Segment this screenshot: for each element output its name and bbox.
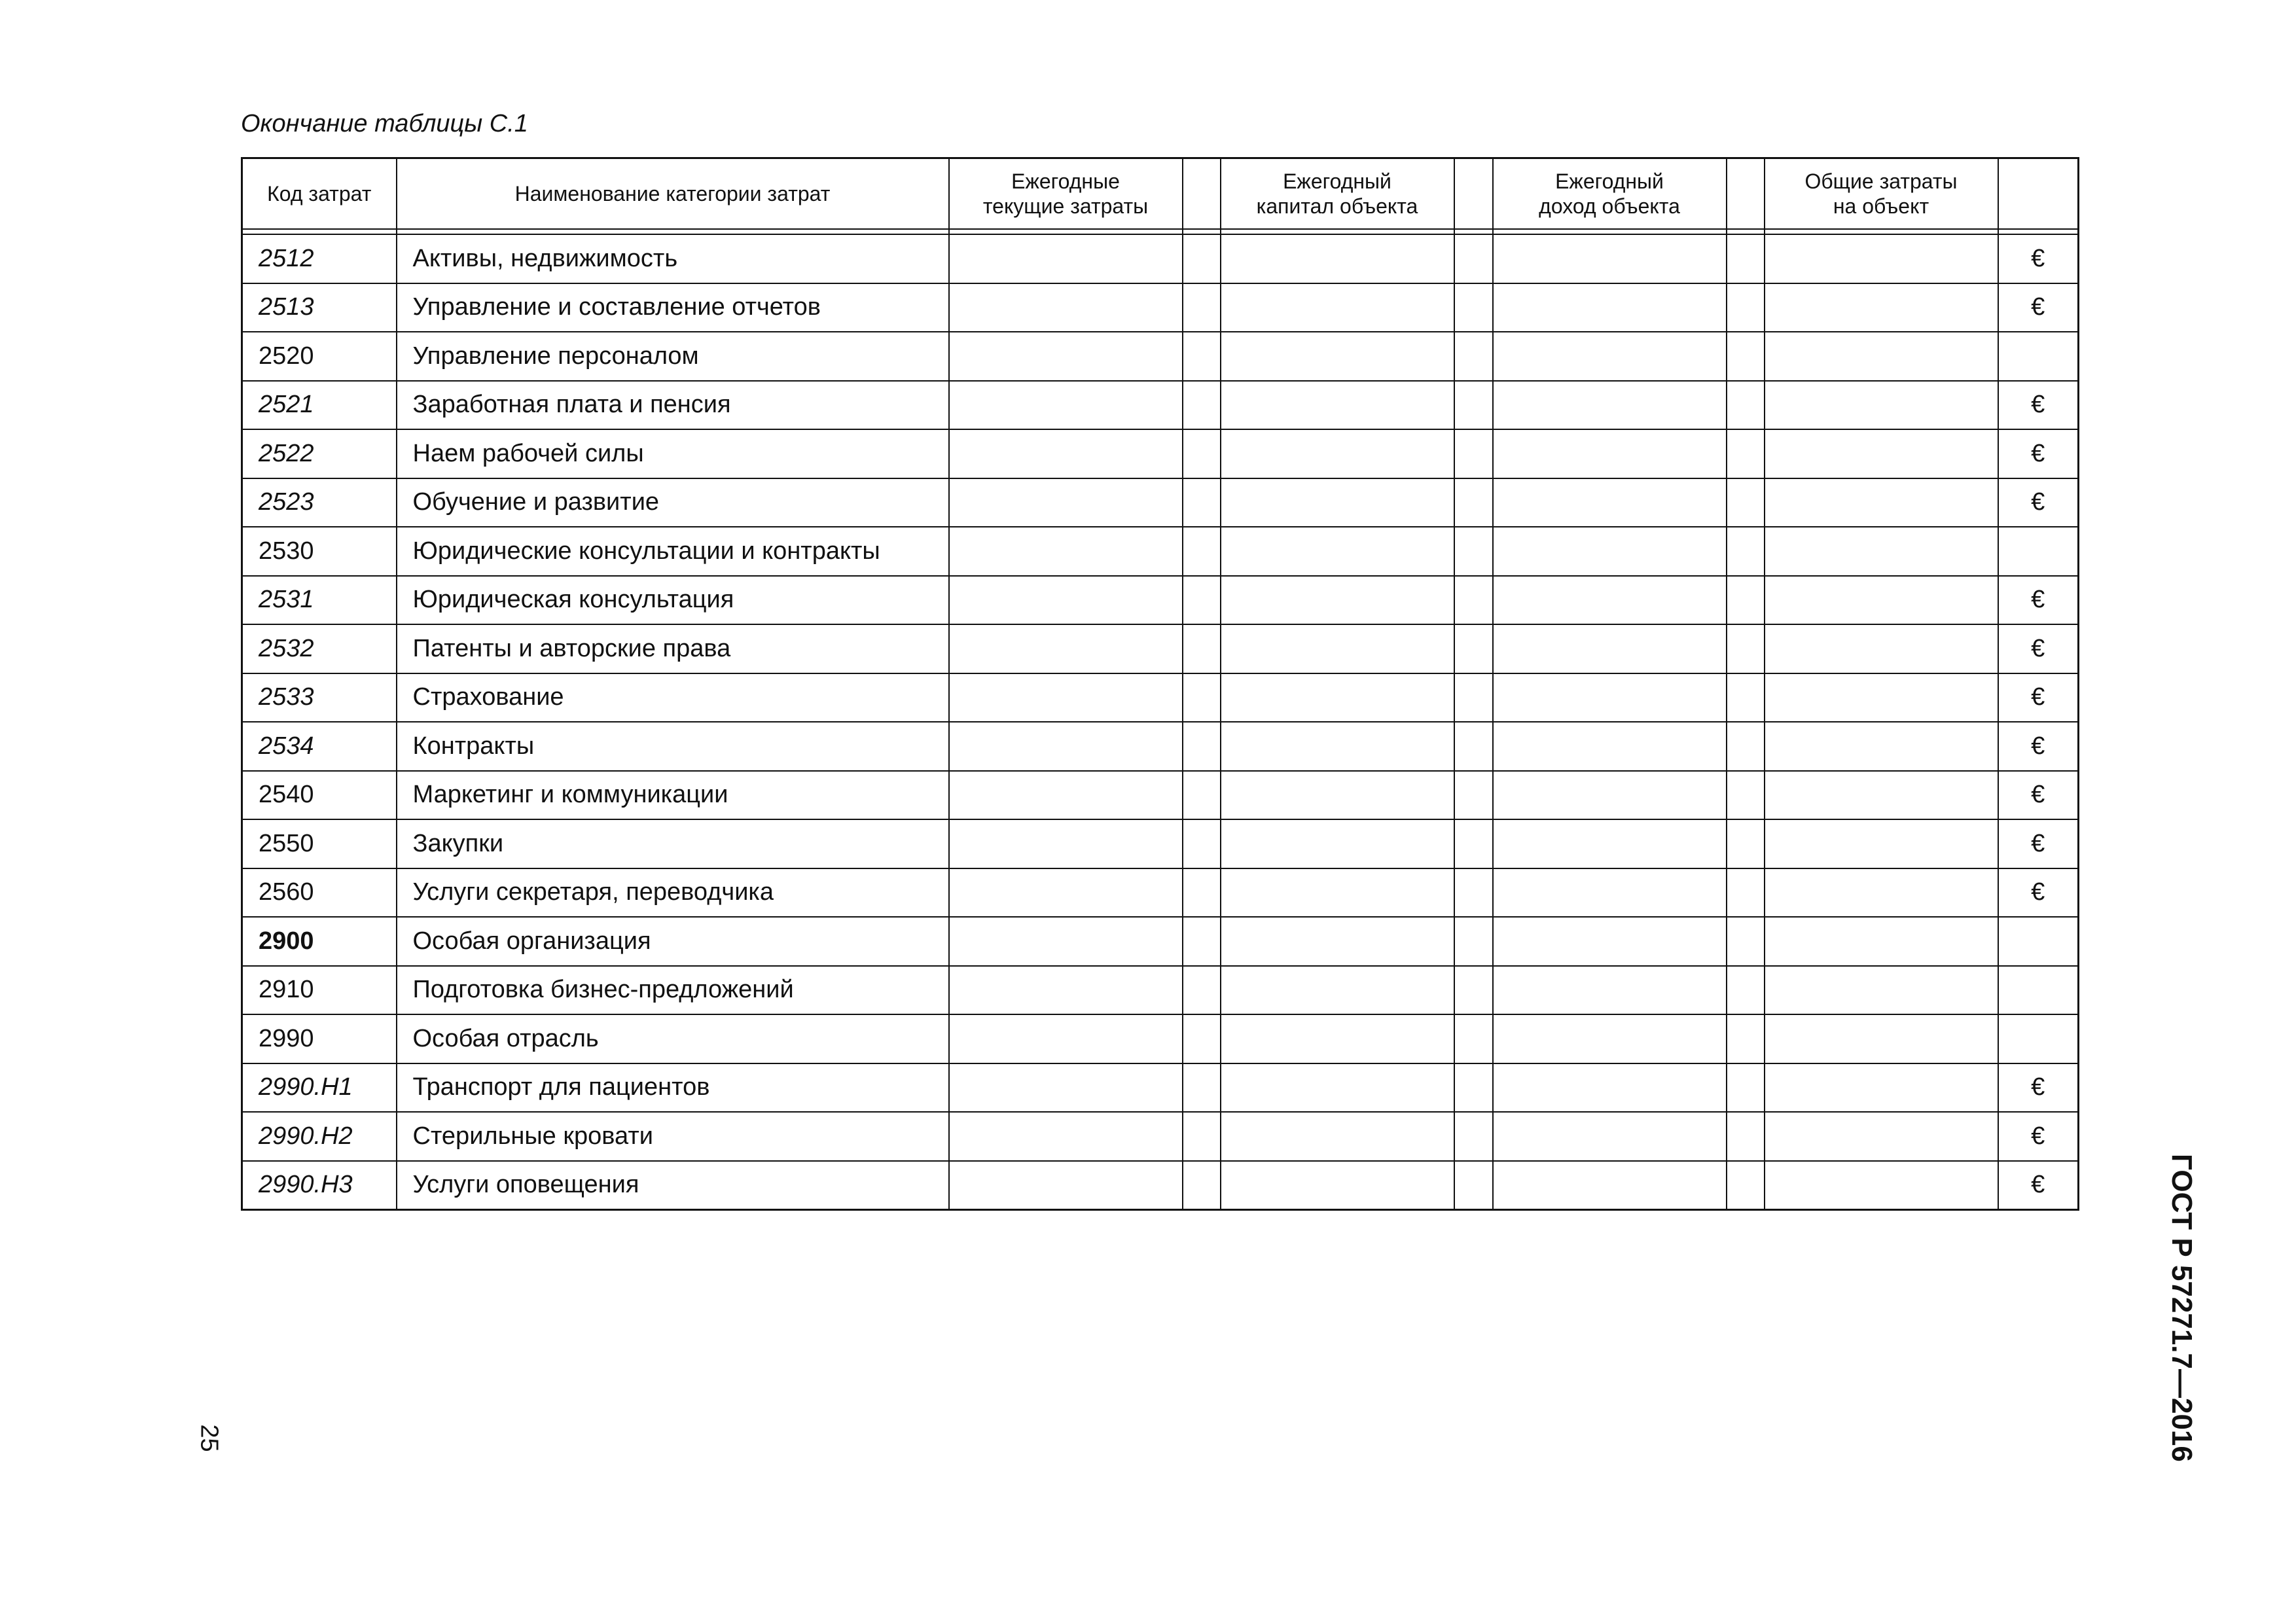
cost-code-cell: 2530 (242, 527, 397, 576)
total-costs-cell (1765, 1161, 1998, 1210)
annual-income-cell (1493, 332, 1727, 381)
annual-current-costs-cell (949, 381, 1183, 430)
table-row (242, 1014, 2079, 1063)
annual-capital-cell (1221, 381, 1454, 430)
total-costs-cell (1765, 819, 1998, 868)
cost-code-cell: 2534 (242, 722, 397, 771)
gap-cell (1183, 1014, 1221, 1063)
currency-cell: € (1998, 1063, 2079, 1113)
currency-cell: € (1998, 868, 2079, 918)
table-row (242, 1112, 2079, 1161)
gap-cell (1454, 429, 1493, 478)
annual-current-costs-cell (949, 917, 1183, 966)
gap-cell (1727, 624, 1765, 673)
header-annual-capital: Ежегодный капитал объекта (1221, 158, 1454, 230)
annual-capital-cell (1221, 234, 1454, 283)
table-body (242, 234, 2079, 1210)
gap-cell (1454, 332, 1493, 381)
total-costs-cell (1765, 1014, 1998, 1063)
cost-code-cell: 2900 (242, 917, 397, 966)
annual-current-costs-cell (949, 868, 1183, 918)
currency-cell: € (1998, 576, 2079, 625)
cost-category-cell: Подготовка бизнес-предложений (397, 966, 949, 1015)
total-costs-cell (1765, 576, 1998, 625)
header-double-rule (242, 229, 2079, 234)
cost-code-cell: 2560 (242, 868, 397, 918)
annual-capital-cell (1221, 1063, 1454, 1113)
cost-code-cell: 2513 (242, 283, 397, 332)
cost-category-cell: Особая организация (397, 917, 949, 966)
table-row (242, 1063, 2079, 1113)
annual-capital-cell (1221, 624, 1454, 673)
gap-cell (1727, 722, 1765, 771)
annual-current-costs-cell (949, 576, 1183, 625)
gap-cell (1454, 819, 1493, 868)
gap-cell (1454, 1112, 1493, 1161)
cost-category-cell: Юридические консультации и контракты (397, 527, 949, 576)
gap-cell (1727, 673, 1765, 722)
cost-code-cell: 2522 (242, 429, 397, 478)
annual-income-cell (1493, 1063, 1727, 1113)
cost-category-cell: Патенты и авторские права (397, 624, 949, 673)
currency-cell (1998, 917, 2079, 966)
table-row (242, 429, 2079, 478)
gap-cell (1454, 722, 1493, 771)
gap-cell (1727, 429, 1765, 478)
header-total-costs: Общие затраты на объект (1765, 158, 1998, 230)
table-row (242, 722, 2079, 771)
cost-code-cell: 2540 (242, 771, 397, 820)
gap-cell (1454, 381, 1493, 430)
annual-capital-cell (1221, 478, 1454, 527)
annual-current-costs-cell (949, 527, 1183, 576)
table-row (242, 819, 2079, 868)
header-row (242, 158, 2079, 230)
total-costs-cell (1765, 917, 1998, 966)
table-row (242, 624, 2079, 673)
gap-cell (1727, 819, 1765, 868)
gap-cell (1454, 771, 1493, 820)
gap-cell (1183, 771, 1221, 820)
annual-capital-cell (1221, 429, 1454, 478)
gap-cell (1183, 1161, 1221, 1210)
annual-capital-cell (1221, 966, 1454, 1015)
annual-current-costs-cell (949, 1063, 1183, 1113)
total-costs-cell (1765, 1063, 1998, 1113)
cost-code-cell: 2523 (242, 478, 397, 527)
cost-category-cell: Контракты (397, 722, 949, 771)
total-costs-cell (1765, 332, 1998, 381)
gap-cell (1454, 283, 1493, 332)
cost-category-cell: Управление и составление отчетов (397, 283, 949, 332)
table-row (242, 771, 2079, 820)
annual-capital-cell (1221, 1112, 1454, 1161)
annual-income-cell (1493, 429, 1727, 478)
gap-cell (1183, 624, 1221, 673)
annual-current-costs-cell (949, 966, 1183, 1015)
gap-cell (1454, 527, 1493, 576)
gap-cell (1727, 1161, 1765, 1210)
gap-cell (1727, 917, 1765, 966)
annual-current-costs-cell (949, 1014, 1183, 1063)
annual-capital-cell (1221, 527, 1454, 576)
gap-cell (1454, 917, 1493, 966)
gap-cell (1183, 429, 1221, 478)
currency-cell: € (1998, 1161, 2079, 1210)
gap-cell (1727, 332, 1765, 381)
gap-cell (1727, 868, 1765, 918)
table-row (242, 917, 2079, 966)
gap-cell (1183, 332, 1221, 381)
table-row (242, 868, 2079, 918)
gap-cell (1454, 673, 1493, 722)
cost-code-cell: 2910 (242, 966, 397, 1015)
gap-cell (1454, 478, 1493, 527)
table-row (242, 673, 2079, 722)
table-row (242, 381, 2079, 430)
annual-capital-cell (1221, 868, 1454, 918)
annual-current-costs-cell (949, 771, 1183, 820)
cost-category-cell: Активы, недвижимость (397, 234, 949, 283)
gap-cell (1454, 624, 1493, 673)
annual-current-costs-cell (949, 819, 1183, 868)
header-name: Наименование категории затрат (397, 158, 949, 230)
gap-cell (1183, 917, 1221, 966)
gap-cell (1183, 234, 1221, 283)
gap-cell (1183, 576, 1221, 625)
gap-cell (1183, 819, 1221, 868)
cost-category-cell: Закупки (397, 819, 949, 868)
annual-current-costs-cell (949, 478, 1183, 527)
annual-capital-cell (1221, 332, 1454, 381)
annual-current-costs-cell (949, 624, 1183, 673)
table-caption: Окончание таблицы С.1 (241, 110, 528, 137)
currency-cell: € (1998, 771, 2079, 820)
annual-current-costs-cell (949, 1161, 1183, 1210)
table-row (242, 1161, 2079, 1210)
gap-cell (1454, 966, 1493, 1015)
table-row (242, 283, 2079, 332)
total-costs-cell (1765, 868, 1998, 918)
gap-cell (1183, 381, 1221, 430)
annual-income-cell (1493, 771, 1727, 820)
currency-cell: € (1998, 624, 2079, 673)
total-costs-cell (1765, 722, 1998, 771)
cost-code-cell: 2550 (242, 819, 397, 868)
annual-income-cell (1493, 917, 1727, 966)
table-row (242, 478, 2079, 527)
annual-capital-cell (1221, 819, 1454, 868)
annual-capital-cell (1221, 722, 1454, 771)
gap-cell (1727, 576, 1765, 625)
annual-income-cell (1493, 234, 1727, 283)
cost-category-cell: Услуги секретаря, переводчика (397, 868, 949, 918)
annual-income-cell (1493, 283, 1727, 332)
header-gap (1454, 158, 1493, 230)
annual-capital-cell (1221, 771, 1454, 820)
cost-category-cell: Наем рабочей силы (397, 429, 949, 478)
annual-income-cell (1493, 966, 1727, 1015)
annual-current-costs-cell (949, 722, 1183, 771)
annual-income-cell (1493, 576, 1727, 625)
gap-cell (1454, 234, 1493, 283)
currency-cell (1998, 966, 2079, 1015)
cost-category-cell: Стерильные кровати (397, 1112, 949, 1161)
gap-cell (1454, 576, 1493, 625)
currency-cell: € (1998, 234, 2079, 283)
gap-cell (1727, 1112, 1765, 1161)
annual-current-costs-cell (949, 1112, 1183, 1161)
gap-cell (1727, 771, 1765, 820)
total-costs-cell (1765, 283, 1998, 332)
annual-current-costs-cell (949, 429, 1183, 478)
currency-cell (1998, 1014, 2079, 1063)
table-row (242, 576, 2079, 625)
total-costs-cell (1765, 771, 1998, 820)
currency-cell: € (1998, 283, 2079, 332)
total-costs-cell (1765, 624, 1998, 673)
cost-category-cell: Заработная плата и пенсия (397, 381, 949, 430)
gap-cell (1727, 527, 1765, 576)
cost-code-cell: 2521 (242, 381, 397, 430)
cost-category-cell: Услуги оповещения (397, 1161, 949, 1210)
currency-cell (1998, 527, 2079, 576)
gap-cell (1183, 1063, 1221, 1113)
total-costs-cell (1765, 478, 1998, 527)
gap-cell (1183, 478, 1221, 527)
gap-cell (1727, 381, 1765, 430)
annual-capital-cell (1221, 1014, 1454, 1063)
cost-code-cell: 2990.H1 (242, 1063, 397, 1113)
header-gap (1727, 158, 1765, 230)
annual-income-cell (1493, 868, 1727, 918)
cost-code-cell: 2532 (242, 624, 397, 673)
cost-category-cell: Управление персоналом (397, 332, 949, 381)
cost-code-cell: 2533 (242, 673, 397, 722)
cost-code-cell: 2990 (242, 1014, 397, 1063)
header-annual-current-costs: Ежегодные текущие затраты (949, 158, 1183, 230)
gap-cell (1183, 1112, 1221, 1161)
gap-cell (1727, 1014, 1765, 1063)
currency-cell (1998, 332, 2079, 381)
cost-code-cell: 2531 (242, 576, 397, 625)
total-costs-cell (1765, 527, 1998, 576)
annual-income-cell (1493, 478, 1727, 527)
annual-capital-cell (1221, 917, 1454, 966)
gap-cell (1183, 673, 1221, 722)
annual-current-costs-cell (949, 283, 1183, 332)
gap-cell (1454, 1014, 1493, 1063)
header-currency (1998, 158, 2079, 230)
gap-cell (1454, 1161, 1493, 1210)
gap-cell (1183, 966, 1221, 1015)
annual-current-costs-cell (949, 234, 1183, 283)
gap-cell (1183, 283, 1221, 332)
gap-cell (1183, 722, 1221, 771)
gap-cell (1183, 868, 1221, 918)
gap-cell (1454, 1063, 1493, 1113)
annual-income-cell (1493, 381, 1727, 430)
currency-cell: € (1998, 722, 2079, 771)
table-row (242, 234, 2079, 283)
page-number: 25 (195, 1424, 223, 1452)
cost-code-cell: 2990.H3 (242, 1161, 397, 1210)
cost-category-cell: Маркетинг и коммуникации (397, 771, 949, 820)
annual-income-cell (1493, 819, 1727, 868)
cost-category-cell: Транспорт для пациентов (397, 1063, 949, 1113)
total-costs-cell (1765, 381, 1998, 430)
annual-capital-cell (1221, 673, 1454, 722)
gap-cell (1727, 478, 1765, 527)
cost-category-cell: Обучение и развитие (397, 478, 949, 527)
annual-income-cell (1493, 1161, 1727, 1210)
cost-table (241, 157, 2079, 1211)
currency-cell: € (1998, 819, 2079, 868)
table-row (242, 332, 2079, 381)
annual-income-cell (1493, 527, 1727, 576)
currency-cell: € (1998, 381, 2079, 430)
gap-cell (1183, 527, 1221, 576)
annual-income-cell (1493, 1014, 1727, 1063)
header-code: Код затрат (242, 158, 397, 230)
currency-cell: € (1998, 1112, 2079, 1161)
gap-cell (1454, 868, 1493, 918)
annual-income-cell (1493, 624, 1727, 673)
standard-designation: ГОСТ Р 57271.7—2016 (2166, 1154, 2198, 1462)
annual-capital-cell (1221, 1161, 1454, 1210)
header-annual-income: Ежегодный доход объекта (1493, 158, 1727, 230)
total-costs-cell (1765, 234, 1998, 283)
cost-code-cell: 2990.H2 (242, 1112, 397, 1161)
header-gap (1183, 158, 1221, 230)
cost-code-cell: 2512 (242, 234, 397, 283)
currency-cell: € (1998, 429, 2079, 478)
gap-cell (1727, 966, 1765, 1015)
total-costs-cell (1765, 673, 1998, 722)
gap-cell (1727, 234, 1765, 283)
cost-category-cell: Страхование (397, 673, 949, 722)
annual-income-cell (1493, 673, 1727, 722)
gap-cell (1727, 1063, 1765, 1113)
cost-code-cell: 2520 (242, 332, 397, 381)
annual-income-cell (1493, 1112, 1727, 1161)
cost-category-cell: Юридическая консультация (397, 576, 949, 625)
total-costs-cell (1765, 429, 1998, 478)
currency-cell: € (1998, 478, 2079, 527)
annual-current-costs-cell (949, 332, 1183, 381)
gap-cell (1727, 283, 1765, 332)
annual-current-costs-cell (949, 673, 1183, 722)
annual-income-cell (1493, 722, 1727, 771)
table-row (242, 966, 2079, 1015)
annual-capital-cell (1221, 283, 1454, 332)
total-costs-cell (1765, 966, 1998, 1015)
currency-cell: € (1998, 673, 2079, 722)
table-row (242, 527, 2079, 576)
cost-category-cell: Особая отрасль (397, 1014, 949, 1063)
annual-capital-cell (1221, 576, 1454, 625)
total-costs-cell (1765, 1112, 1998, 1161)
